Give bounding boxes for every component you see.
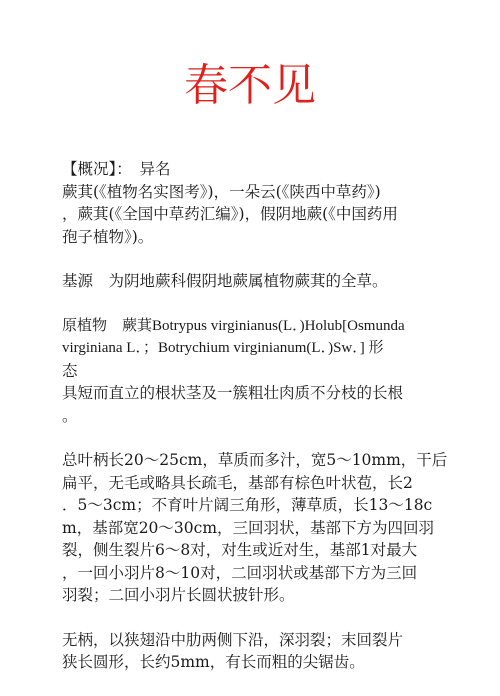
text-line: virginiana L．；Botrychium virginianum(L．)Sw．] 形 <box>62 340 384 356</box>
text-line: 无柄，以狭翅沿中肋两侧下沿，深羽裂；末回裂片 <box>62 630 404 649</box>
text-line: 孢子植物》)。 <box>62 227 154 246</box>
text-line: 扁平，无毛或略具长疏毛，基部有棕色叶状苞，长2 <box>62 473 413 492</box>
source-paragraph <box>62 270 438 293</box>
text-line: m，基部宽20～30cm，三回羽状，基部下方为四回羽 <box>62 518 435 537</box>
page-title: 春不见 <box>184 60 316 111</box>
text-line: 态 <box>62 361 78 380</box>
text-line: 。 <box>62 406 78 425</box>
text-line: 基源 为阴地蕨科假阴地蕨属植物蕨萁的全草。 <box>62 272 388 290</box>
text-line: 总叶柄长20～25cm，草质而多汁，宽5～10mm，干后 <box>62 451 448 469</box>
text-line: ，蕨萁(《全国中草药汇编》)，假阴地蕨(《中国药用 <box>62 205 398 223</box>
leaflet-paragraph <box>62 629 438 674</box>
text-line: 具短而直立的根状茎及一簇粗壮肉质不分枝的长根 <box>62 384 404 402</box>
text-line: 狭长圆形，长约5mm，有长而粗的尖锯齿。 <box>62 653 365 671</box>
plant-paragraph <box>62 315 438 428</box>
description-paragraph <box>62 449 448 607</box>
document-body <box>62 158 448 696</box>
text-line: ，一回小羽片8～10对，二回羽状或基部下方为三回 <box>62 563 418 582</box>
text-line: 原植物 蕨萁Botrypus virginianus(L．)Holub[Osmunda <box>62 317 405 334</box>
text-line: 蕨萁(《植物名实图考》)，一朵云(《陕西中草药》) <box>62 182 381 201</box>
text-line: 【概况】： 异名 <box>62 160 171 178</box>
text-line: ．5～3cm；不育叶片阔三角形，薄草质，长13～18c <box>62 496 433 514</box>
text-line: 裂，侧生裂片6～8对，对生或近对生，基部1对最大 <box>62 541 418 559</box>
overview-paragraph <box>62 158 438 248</box>
text-line: 羽裂；二回小羽片长圆状披针形。 <box>62 586 295 604</box>
